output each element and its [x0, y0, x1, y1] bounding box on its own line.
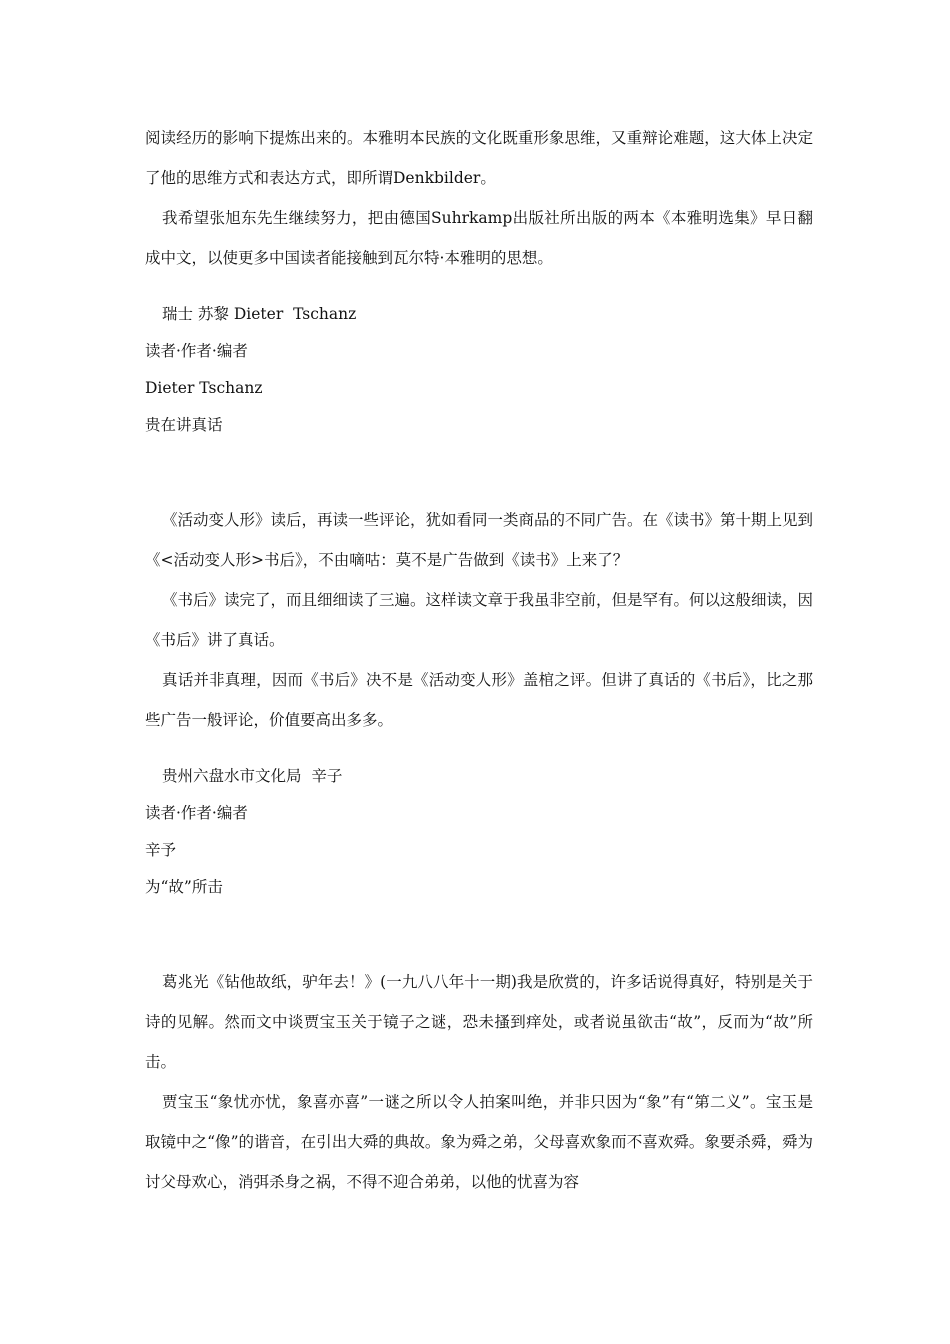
signature: 贵州六盘水市文化局 辛子 [162, 767, 343, 785]
paragraph: 《书后》读完了，而且细细读了三遍。这样读文章于我虽非空前，但是罕有。何以这般细读，因《书后》讲了真话。 [145, 591, 814, 649]
document-page [145, 118, 813, 1202]
paragraph: 我希望张旭东先生继续努力，把由德国Suhrkamp出版社所出版的两本《本雅明选集》早日翻成中文，以使更多中国读者能接触到瓦尔特·本雅明的思想。 [145, 209, 813, 267]
paragraph: 阅读经历的影响下提炼出来的。本雅明本民族的文化既重形象思维，又重辩论难题，这大体上决定了他的思维方式和表达方式，即所谓Denkbilder。 [145, 129, 813, 187]
paragraph: 真话并非真理，因而《书后》决不是《活动变人形》盖棺之评。但讲了真话的《书后》，比之那些广告一般评论，价值要高出多多。 [145, 671, 813, 729]
article-author: Dieter Tschanz [145, 379, 263, 397]
article-title: 为“故”所击 [145, 878, 223, 896]
paragraph: 《活动变人形》读后，再读一些评论，犹如看同一类商品的不同广告。在《读书》第十期上见到《<活动变人形>书后》，不由嘀咕：莫不是广告做到《读书》上来了？ [145, 511, 814, 569]
column-label: 读者·作者·编者 [145, 342, 248, 360]
column-label: 读者·作者·编者 [145, 804, 248, 822]
article-title: 贵在讲真话 [145, 416, 223, 434]
paragraph: 葛兆光《钻他故纸，驴年去！》(一九八八年十一期)我是欣赏的，许多话说得真好，特别是关于诗的见解。然而文中谈贾宝玉关于镜子之谜，恐未搔到痒处，或者说虽欲击“故”，反而为“故”所击。 [145, 973, 813, 1071]
article-author: 辛予 [145, 841, 177, 859]
signature: 瑞士 苏黎 Dieter Tschanz [162, 305, 357, 323]
paragraph: 贾宝玉“象忧亦忧，象喜亦喜”一谜之所以令人拍案叫绝，并非只因为“象”有“第二义”。宝玉是取镜中之“像”的谐音，在引出大舜的典故。象为舜之弟，父母喜欢象而不喜欢舜。象要杀舜，舜为讨父母欢心，消弭杀身之祸，不得不迎合弟弟，以他的忧喜为容 [145, 1093, 813, 1191]
